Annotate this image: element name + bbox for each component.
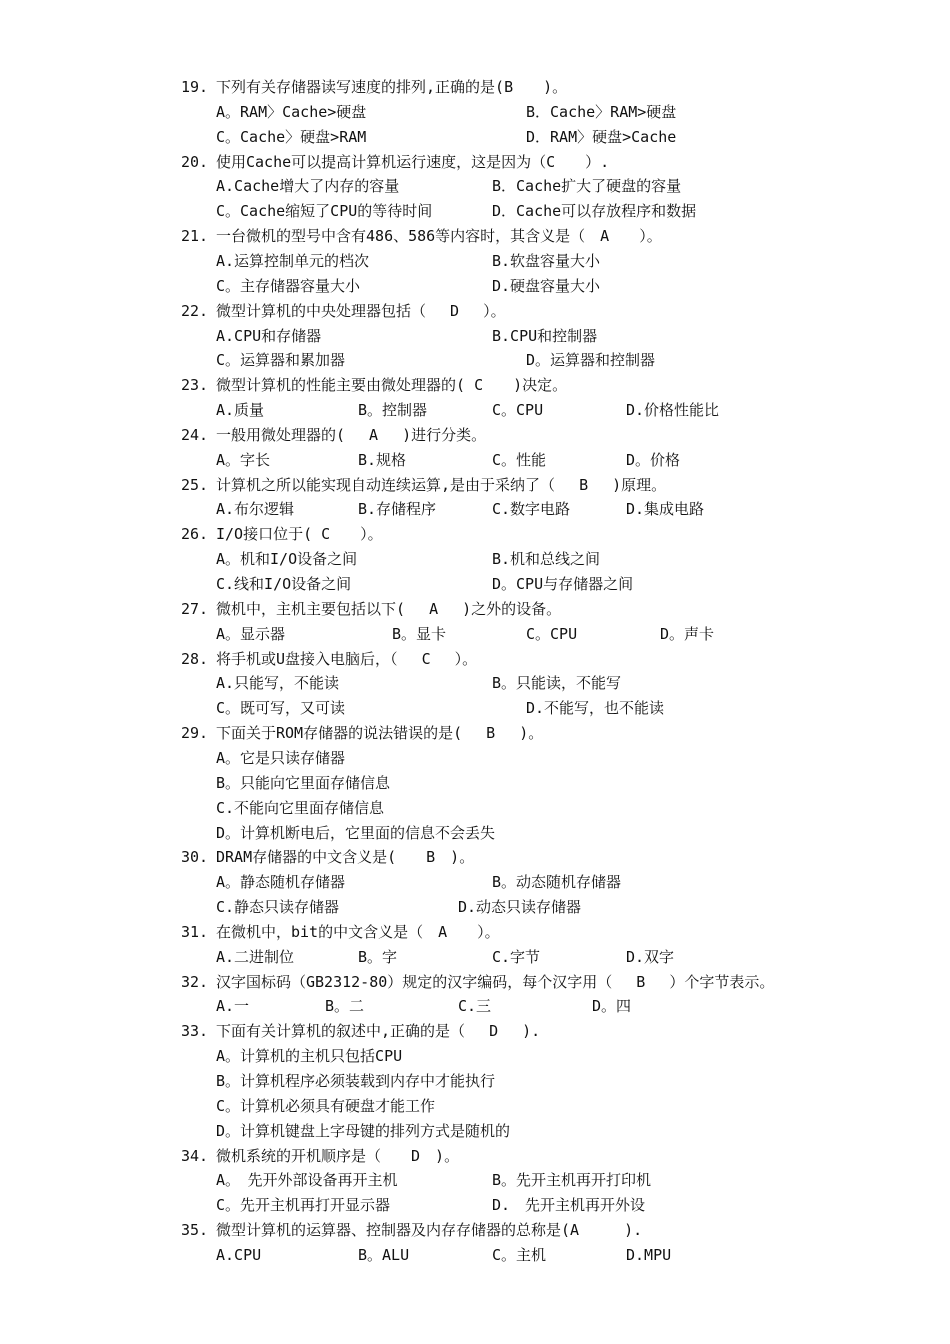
answer-option: C.线和I/O设备之间 xyxy=(216,575,352,593)
question-stem: DRAM存储器的中文含义是( B )。 xyxy=(216,848,475,867)
option-row xyxy=(0,199,950,223)
answer-option: C。主机 xyxy=(492,1245,547,1264)
question-stem-line xyxy=(0,1019,950,1043)
answer-option: A.CPU xyxy=(216,1245,262,1264)
answer-option: C.数字电路 xyxy=(492,500,571,519)
question-number: 26. xyxy=(181,525,209,544)
answer-option: A.运算控制单元的档次 xyxy=(216,251,370,270)
answer-option: D。声卡 xyxy=(660,624,715,643)
answer-option: C。主存储器容量大小 xyxy=(216,276,361,295)
answer-option: B.CPU和控制器 xyxy=(492,326,598,345)
question-stem: 汉字国标码（GB2312-80）规定的汉字编码，每个汉字用（ B ）个字节表示。 xyxy=(216,972,775,991)
answer-option: B。显卡 xyxy=(392,624,447,643)
question-number: 31. xyxy=(181,922,209,941)
answer-option: D.MPU xyxy=(626,1245,672,1264)
answer-option: D．Cache可以存放程序和数据 xyxy=(492,202,697,221)
answer-option: B。二 xyxy=(325,997,365,1016)
option-row xyxy=(0,622,950,646)
answer-option: A。显示器 xyxy=(216,624,286,643)
question-stem-line xyxy=(0,647,950,671)
option-row xyxy=(0,746,950,770)
question-stem-line xyxy=(0,299,950,323)
answer-option: B。只能向它里面存储信息 xyxy=(216,773,391,792)
answer-option: D.硬盘容量大小 xyxy=(492,276,601,295)
answer-option: A.布尔逻辑 xyxy=(216,500,295,519)
option-row xyxy=(0,274,950,298)
option-row xyxy=(0,174,950,198)
question-number: 32. xyxy=(181,972,209,991)
answer-option: C.字节 xyxy=(492,947,541,966)
answer-option: C。Cache缩短了CPU的等待时间 xyxy=(216,202,433,221)
answer-option: C.不能向它里面存储信息 xyxy=(216,798,385,817)
answer-option: D．RAM〉硬盘>Cache xyxy=(526,127,677,146)
answer-option: C。计算机必须具有硬盘才能工作 xyxy=(216,1096,436,1115)
answer-option: A。计算机的主机只包括CPU xyxy=(216,1047,403,1066)
answer-option: C。CPU xyxy=(492,401,544,420)
answer-option: D。CPU与存储器之间 xyxy=(492,575,634,593)
answer-option: A.一 xyxy=(216,997,250,1016)
answer-option: D.动态只读存储器 xyxy=(458,898,582,917)
option-row xyxy=(0,497,950,521)
option-row xyxy=(0,348,950,372)
option-row xyxy=(0,1193,950,1217)
question-number: 34. xyxy=(181,1146,209,1165)
option-row xyxy=(0,870,950,894)
answer-option: B。ALU xyxy=(358,1245,410,1264)
question-number: 23. xyxy=(181,376,209,395)
answer-option: C.三 xyxy=(458,997,492,1016)
question-stem-line xyxy=(0,1144,950,1168)
answer-option: A。它是只读存储器 xyxy=(216,748,346,767)
answer-option: B。字 xyxy=(358,947,398,966)
question-stem-line xyxy=(0,224,950,248)
answer-option: D。价格 xyxy=(626,450,681,469)
question-stem: 将手机或U盘接入电脑后，（ C ）。 xyxy=(216,649,478,668)
question-number: 27. xyxy=(181,599,209,618)
question-number: 29. xyxy=(181,724,209,743)
answer-option: A.Cache增大了内存的容量 xyxy=(216,177,400,196)
question-stem: 微型计算机的性能主要由微处理器的( C )决定。 xyxy=(216,376,568,395)
answer-option: A。静态随机存储器 xyxy=(216,873,346,892)
question-number: 35. xyxy=(181,1221,209,1240)
option-row xyxy=(0,994,950,1018)
option-row xyxy=(0,1094,950,1118)
question-stem: I/O接口位于( C ）。 xyxy=(216,525,383,544)
answer-option: A。字长 xyxy=(216,450,271,469)
question-stem-line xyxy=(0,423,950,447)
question-stem-line xyxy=(0,920,950,944)
option-row xyxy=(0,895,950,919)
answer-option: D.集成电路 xyxy=(626,500,705,519)
question-stem: 下面关于ROM存储器的说法错误的是( B )。 xyxy=(216,724,544,743)
answer-option: D.不能写，也不能读 xyxy=(526,699,665,718)
question-stem-line xyxy=(0,597,950,621)
question-number: 25. xyxy=(181,475,209,494)
answer-option: A。机和I/O设备之间 xyxy=(216,550,358,569)
question-stem-line xyxy=(0,150,950,174)
option-row xyxy=(0,1243,950,1267)
answer-option: B。控制器 xyxy=(358,401,428,420)
option-row xyxy=(0,100,950,124)
answer-option: A.质量 xyxy=(216,401,265,420)
question-number: 28. xyxy=(181,649,209,668)
question-stem-line xyxy=(0,845,950,869)
option-row xyxy=(0,572,950,596)
option-row xyxy=(0,771,950,795)
answer-option: C.静态只读存储器 xyxy=(216,898,340,917)
option-row xyxy=(0,125,950,149)
answer-option: C。Cache〉硬盘>RAM xyxy=(216,127,367,146)
answer-option: A。RAM〉Cache>硬盘 xyxy=(216,102,367,121)
option-row xyxy=(0,398,950,422)
answer-option: D。计算机键盘上字母键的排列方式是随机的 xyxy=(216,1121,511,1140)
question-number: 30. xyxy=(181,848,209,867)
question-stem: 一台微机的型号中含有486、586等内容时，其含义是（ A ）。 xyxy=(216,227,662,246)
question-stem: 在微机中，bit的中文含义是（ A ）。 xyxy=(216,922,500,941)
option-row xyxy=(0,671,950,695)
answer-option: A.只能写，不能读 xyxy=(216,674,340,693)
question-stem: 微型计算机的中央处理器包括（ D ）。 xyxy=(216,301,506,320)
question-number: 24. xyxy=(181,425,209,444)
answer-option: D.双字 xyxy=(626,947,675,966)
option-row xyxy=(0,448,950,472)
option-row xyxy=(0,1119,950,1143)
answer-option: B.规格 xyxy=(358,450,407,469)
question-stem: 下面有关计算机的叙述中,正确的是（ D ). xyxy=(216,1022,541,1041)
option-row xyxy=(0,324,950,348)
question-stem-line xyxy=(0,522,950,546)
answer-option: B.存储程序 xyxy=(358,500,437,519)
option-row xyxy=(0,249,950,273)
answer-option: B.机和总线之间 xyxy=(492,550,601,569)
question-stem: 微型计算机的运算器、控制器及内存存储器的总称是(A ). xyxy=(216,1221,643,1240)
question-stem: 计算机之所以能实现自动连续运算,是由于采纳了（ B )原理。 xyxy=(216,475,667,494)
answer-option: D。运算器和控制器 xyxy=(526,351,656,370)
question-stem: 微机系统的开机顺序是（ D )。 xyxy=(216,1146,460,1165)
answer-option: A.二进制位 xyxy=(216,947,295,966)
question-stem-line xyxy=(0,970,950,994)
answer-option: D. 先开主机再开外设 xyxy=(492,1196,646,1215)
option-row xyxy=(0,1069,950,1093)
answer-option: C。CPU xyxy=(526,624,578,643)
question-stem: 微机中，主机主要包括以下( A )之外的设备。 xyxy=(216,599,562,618)
option-row xyxy=(0,696,950,720)
question-stem: 一般用微处理器的( A )进行分类。 xyxy=(216,425,487,444)
answer-option: A.CPU和存储器 xyxy=(216,326,322,345)
question-number: 19. xyxy=(181,78,209,96)
answer-option: D。四 xyxy=(592,997,632,1016)
answer-option: D。计算机断电后，它里面的信息不会丢失 xyxy=(216,823,496,842)
answer-option: C。性能 xyxy=(492,450,547,469)
question-number: 22. xyxy=(181,301,209,320)
option-row xyxy=(0,1168,950,1192)
answer-option: C。既可写，又可读 xyxy=(216,699,346,718)
option-row xyxy=(0,796,950,820)
answer-option: A。 先开外部设备再开主机 xyxy=(216,1171,398,1190)
answer-option: C。运算器和累加器 xyxy=(216,351,346,370)
option-row xyxy=(0,547,950,571)
answer-option: B．Cache扩大了硬盘的容量 xyxy=(492,177,682,196)
answer-option: D.价格性能比 xyxy=(626,401,720,420)
answer-option: B．Cache〉RAM>硬盘 xyxy=(526,102,677,121)
question-stem: 使用Cache可以提高计算机运行速度，这是因为（C ）. xyxy=(216,152,610,171)
question-stem-line xyxy=(0,1218,950,1242)
question-number: 20. xyxy=(181,152,209,171)
question-stem-line xyxy=(0,721,950,745)
answer-option: B.软盘容量大小 xyxy=(492,251,601,270)
answer-option: B。先开主机再开打印机 xyxy=(492,1171,652,1190)
option-row xyxy=(0,1044,950,1068)
option-row xyxy=(0,945,950,969)
question-stem-line xyxy=(0,473,950,497)
answer-option: B。动态随机存储器 xyxy=(492,873,622,892)
question-number: 21. xyxy=(181,227,209,246)
question-number: 33. xyxy=(181,1022,209,1041)
question-stem: 下列有关存储器读写速度的排列,正确的是(B )。 xyxy=(216,78,568,96)
answer-option: B。计算机程序必须装载到内存中才能执行 xyxy=(216,1072,496,1090)
answer-option: C。先开主机再打开显示器 xyxy=(216,1196,391,1215)
question-stem-line xyxy=(0,373,950,397)
question-stem-line xyxy=(0,75,950,99)
answer-option: B。只能读，不能写 xyxy=(492,674,622,693)
option-row xyxy=(0,821,950,845)
